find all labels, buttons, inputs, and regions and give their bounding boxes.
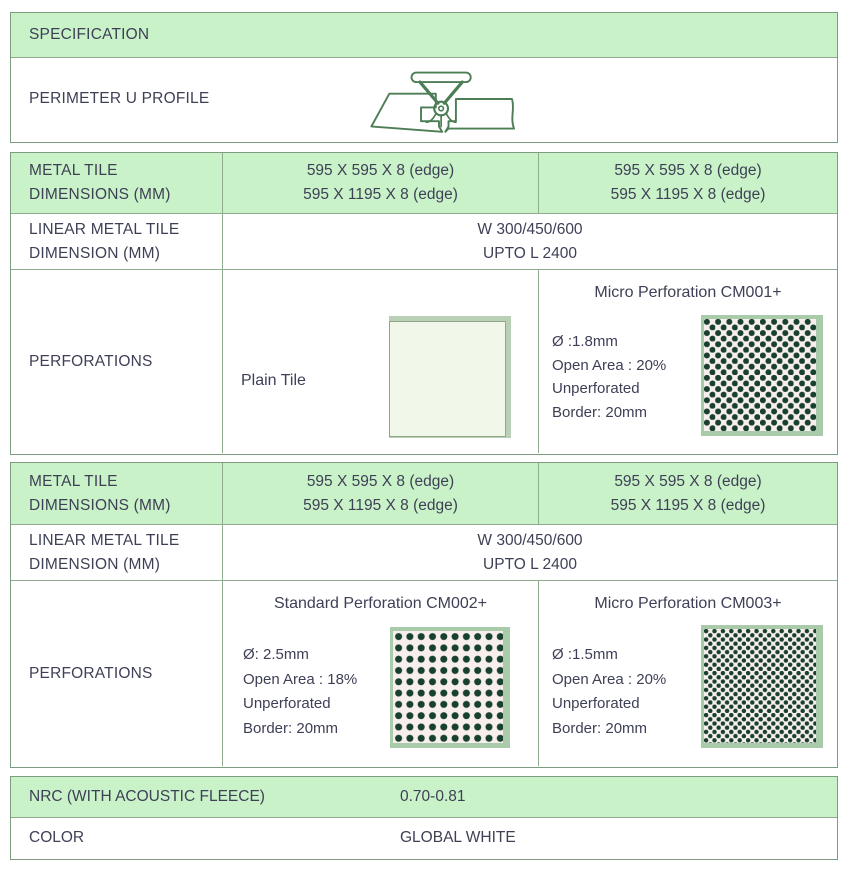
linear-metal-tile-label-2: LINEAR METAL TILE DIMENSION (MM) xyxy=(29,531,180,573)
perforations-label-2: PERFORATIONS xyxy=(29,664,153,682)
standard-perforation-cm002-title: Standard Perforation CM002+ xyxy=(273,595,487,612)
linear-metal-tile-row-2 xyxy=(11,525,837,581)
perforations-row-2 xyxy=(11,581,837,766)
perimeter-profile-label: PERIMETER U PROFILE xyxy=(29,90,210,107)
standard-perforation-cm002-image xyxy=(390,627,510,748)
perimeter-profile-row xyxy=(11,58,837,140)
metal-tile-dimensions-label-2: METAL TILE DIMENSIONS (MM) xyxy=(29,472,171,514)
metal-tile-dimensions-label: METAL TILE DIMENSIONS (MM) xyxy=(29,162,171,203)
linear-metal-tile-value: W 300/450/600 UPTO L 2400 xyxy=(222,214,837,269)
micro-perforation-cm003-specs: Ø :1.5mm Open Area : 20% Unperforated Border: 20mm xyxy=(552,646,667,737)
tile-spec-table-2 xyxy=(10,462,838,768)
metal-tile-dimensions-value-right-2: 595 X 595 X 8 (edge) 595 X 1195 X 8 (edge) xyxy=(538,463,837,524)
metal-tile-dimensions-row-2 xyxy=(11,463,837,525)
metal-tile-dimensions-value-right: 595 X 595 X 8 (edge) 595 X 1195 X 8 (edge) xyxy=(538,153,837,213)
perimeter-u-profile-drawing xyxy=(354,62,524,136)
color-row xyxy=(11,818,837,858)
metal-tile-dimensions-value-left-2: 595 X 595 X 8 (edge) 595 X 1195 X 8 (edge) xyxy=(222,463,538,524)
micro-perforation-cm001-cell xyxy=(538,270,837,453)
standard-perforation-cm002-cell xyxy=(222,581,538,766)
specification-header-row xyxy=(11,13,837,58)
nrc-value: 0.70-0.81 xyxy=(400,788,466,805)
micro-perforation-cm003-title: Micro Perforation CM003+ xyxy=(594,595,782,612)
specification-table xyxy=(10,12,838,143)
linear-metal-tile-label: LINEAR METAL TILE DIMENSION (MM) xyxy=(29,220,180,262)
standard-perforation-cm002-specs: Ø: 2.5mm Open Area : 18% Unperforated Border: 20mm xyxy=(243,646,358,737)
perforations-row-1 xyxy=(11,270,837,453)
specification-title: SPECIFICATION xyxy=(29,26,150,43)
nrc-label: NRC (WITH ACOUSTIC FLEECE) xyxy=(29,788,265,805)
metal-tile-dimensions-row xyxy=(11,153,837,214)
plain-tile-label: Plain Tile xyxy=(241,372,306,389)
linear-metal-tile-row xyxy=(11,214,837,270)
plain-tile-cell xyxy=(222,270,538,453)
metal-tile-dimensions-value-left: 595 X 595 X 8 (edge) 595 X 1195 X 8 (edge) xyxy=(222,153,538,213)
micro-perforation-cm003-image xyxy=(701,625,823,748)
linear-metal-tile-value-2: W 300/450/600 UPTO L 2400 xyxy=(222,525,837,580)
plain-tile-image xyxy=(389,316,511,438)
nrc-row xyxy=(11,777,837,818)
acoustic-color-table xyxy=(10,776,838,860)
perforations-label: PERFORATIONS xyxy=(29,352,153,370)
micro-perforation-cm001-title: Micro Perforation CM001+ xyxy=(594,284,782,301)
micro-perforation-cm003-cell xyxy=(538,581,837,766)
tile-spec-table-1 xyxy=(10,152,838,455)
color-value: GLOBAL WHITE xyxy=(400,829,516,846)
color-label: COLOR xyxy=(29,829,85,846)
micro-perforation-cm001-image xyxy=(701,315,823,436)
micro-perforation-cm001-specs: Ø :1.8mm Open Area : 20% Unperforated Border: 20mm xyxy=(552,333,667,421)
